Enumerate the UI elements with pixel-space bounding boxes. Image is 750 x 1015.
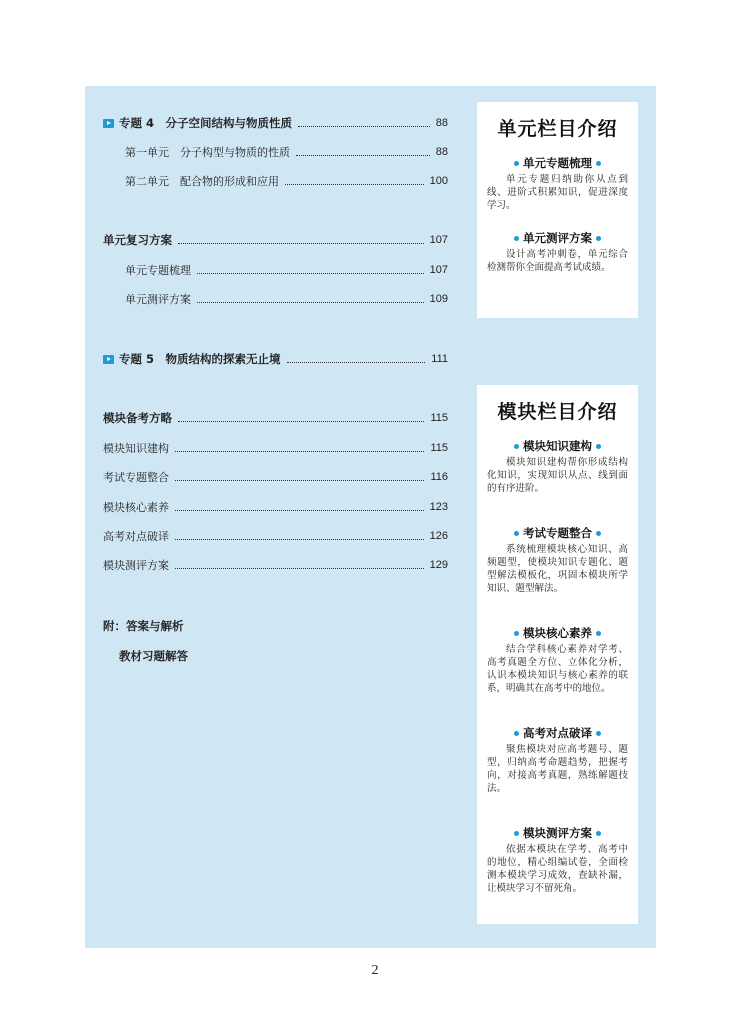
- bullet-dot-icon: [596, 731, 601, 736]
- unit-card-title: 单元栏目介绍: [497, 118, 618, 140]
- leader-dots: [298, 126, 430, 127]
- toc-row-core-literacy[interactable]: [103, 498, 448, 516]
- bullet-dot-icon: [514, 444, 519, 449]
- leader-dots: [287, 362, 426, 363]
- leader-dots: [175, 510, 424, 511]
- toc-label: 高考对点破译: [103, 530, 169, 543]
- toc-row-exam-topics[interactable]: [103, 468, 448, 486]
- leader-dots: [175, 451, 424, 452]
- leader-dots: [285, 184, 424, 185]
- leader-dots: [175, 539, 424, 540]
- leader-dots: [178, 243, 424, 244]
- section-body: 聚焦模块对应高考题号、题型，归纳高考命题趋势，把握考向，对接高考真题，熟练解题技法。: [487, 744, 628, 794]
- section-title: [477, 230, 638, 246]
- toc-label: 模块核心素养: [103, 501, 169, 514]
- module-section-test: [477, 825, 638, 895]
- section-title-text: 高考对点破译: [523, 726, 592, 740]
- bullet-dot-icon: [514, 731, 519, 736]
- play-icon: [103, 355, 114, 364]
- toc-label: 单元专题梳理: [125, 264, 191, 277]
- toc-label: 专题 5 物质结构的探索无止境: [119, 352, 281, 366]
- leader-dots: [178, 421, 424, 422]
- toc-label: 专题 4 分子空间结构与物质性质: [119, 116, 293, 130]
- toc-page: 115: [430, 412, 448, 424]
- module-section-decode: [477, 725, 638, 795]
- section-title-text: 单元测评方案: [523, 231, 592, 245]
- appendix-title: 附：答案与解析: [103, 619, 184, 633]
- table-of-contents: [85, 86, 455, 948]
- toc-row-module-prep[interactable]: [103, 409, 448, 427]
- toc-page: 115: [430, 442, 448, 454]
- toc-label: 第一单元 分子构型与物质的性质: [125, 146, 290, 159]
- toc-row-unit-2[interactable]: [125, 172, 448, 190]
- section-title: [477, 438, 638, 454]
- section-body: 单元专题归纳助你从点到线、进阶式积累知识，促进深度学习。: [487, 174, 628, 211]
- module-section-knowledge: [477, 438, 638, 495]
- section-title: [477, 725, 638, 741]
- bullet-dot-icon: [596, 444, 601, 449]
- bullet-dot-icon: [514, 831, 519, 836]
- leader-dots: [296, 155, 430, 156]
- toc-row-exam-decode[interactable]: [103, 527, 448, 545]
- toc-label: 单元复习方案: [103, 233, 172, 247]
- bullet-dot-icon: [596, 831, 601, 836]
- section-title-text: 考试专题整合: [523, 526, 592, 540]
- section-title: [477, 155, 638, 171]
- bullet-dot-icon: [596, 631, 601, 636]
- leader-dots: [175, 480, 424, 481]
- leader-dots: [175, 568, 424, 569]
- toc-row-module-knowledge[interactable]: [103, 439, 448, 457]
- section-title-text: 单元专题梳理: [523, 156, 592, 170]
- module-column-card: [477, 385, 638, 924]
- toc-row-unit-summary[interactable]: [125, 261, 448, 279]
- section-title-text: 模块知识建构: [523, 439, 592, 453]
- toc-label: 模块测评方案: [103, 559, 169, 572]
- toc-label: 第二单元 配合物的形成和应用: [125, 175, 279, 188]
- toc-label: 模块知识建构: [103, 442, 169, 455]
- toc-page: 107: [429, 264, 448, 276]
- bullet-dot-icon: [514, 531, 519, 536]
- section-body: 模块知识建构帮你形成结构化知识，实现知识从点、线到面的有序进阶。: [487, 457, 628, 494]
- play-icon: [103, 119, 114, 128]
- unit-column-card: [477, 102, 638, 318]
- module-card-title: 模块栏目介绍: [497, 401, 618, 423]
- leader-dots: [197, 302, 424, 303]
- unit-section-summary: [477, 155, 638, 212]
- toc-page: 88: [435, 146, 448, 158]
- bullet-dot-icon: [596, 236, 601, 241]
- bullet-dot-icon: [514, 161, 519, 166]
- toc-page: 100: [429, 175, 448, 187]
- bullet-dot-icon: [596, 531, 601, 536]
- toc-page: 109: [429, 293, 448, 305]
- toc-page: 129: [429, 559, 448, 571]
- bullet-dot-icon: [596, 161, 601, 166]
- toc-label: 考试专题整合: [103, 471, 169, 484]
- contents-panel: [85, 86, 656, 948]
- section-body: 结合学科核心素养对学考、高考真题全方位、立体化分析，认识本模块知识与核心素养的联系，明确其在高考中的地位。: [487, 644, 628, 694]
- toc-label: 模块备考方略: [103, 411, 172, 425]
- section-title: [477, 825, 638, 841]
- page-number: 2: [371, 963, 379, 978]
- module-section-exam: [477, 525, 638, 595]
- toc-row-unit-test[interactable]: [125, 290, 448, 308]
- toc-row-unit-1[interactable]: [125, 143, 448, 161]
- toc-row-topic-4[interactable]: [103, 114, 448, 132]
- section-body: 系统梳理模块核心知识、高频题型，使模块知识专题化、题型解法模板化，巩固本模块所学知识、题型解法。: [487, 544, 628, 594]
- section-title: [477, 625, 638, 641]
- toc-page: 123: [429, 501, 448, 513]
- toc-row-unit-review[interactable]: [103, 231, 448, 249]
- leader-dots: [197, 273, 424, 274]
- section-title-text: 模块核心素养: [523, 626, 592, 640]
- bullet-dot-icon: [514, 631, 519, 636]
- bullet-dot-icon: [514, 236, 519, 241]
- toc-page: 126: [429, 530, 448, 542]
- section-title-text: 模块测评方案: [523, 826, 592, 840]
- toc-label: 单元测评方案: [125, 293, 191, 306]
- module-section-literacy: [477, 625, 638, 695]
- unit-section-test: [477, 230, 638, 274]
- toc-page: 111: [431, 353, 448, 365]
- toc-row-module-test[interactable]: [103, 556, 448, 574]
- toc-row-topic-5[interactable]: [103, 350, 448, 368]
- toc-page: 88: [435, 117, 448, 129]
- section-title: [477, 525, 638, 541]
- section-body: 设计高考冲刺卷，单元综合检测帮你全面提高考试成绩。: [487, 249, 628, 273]
- toc-page: 107: [429, 234, 448, 246]
- appendix-item[interactable]: 教材习题解答: [119, 649, 188, 663]
- toc-page: 116: [430, 471, 448, 483]
- section-body: 依据本模块在学考、高考中的地位，精心组编试卷，全面检测本模块学习成效，查缺补漏，让模块学习不留死角。: [487, 844, 628, 894]
